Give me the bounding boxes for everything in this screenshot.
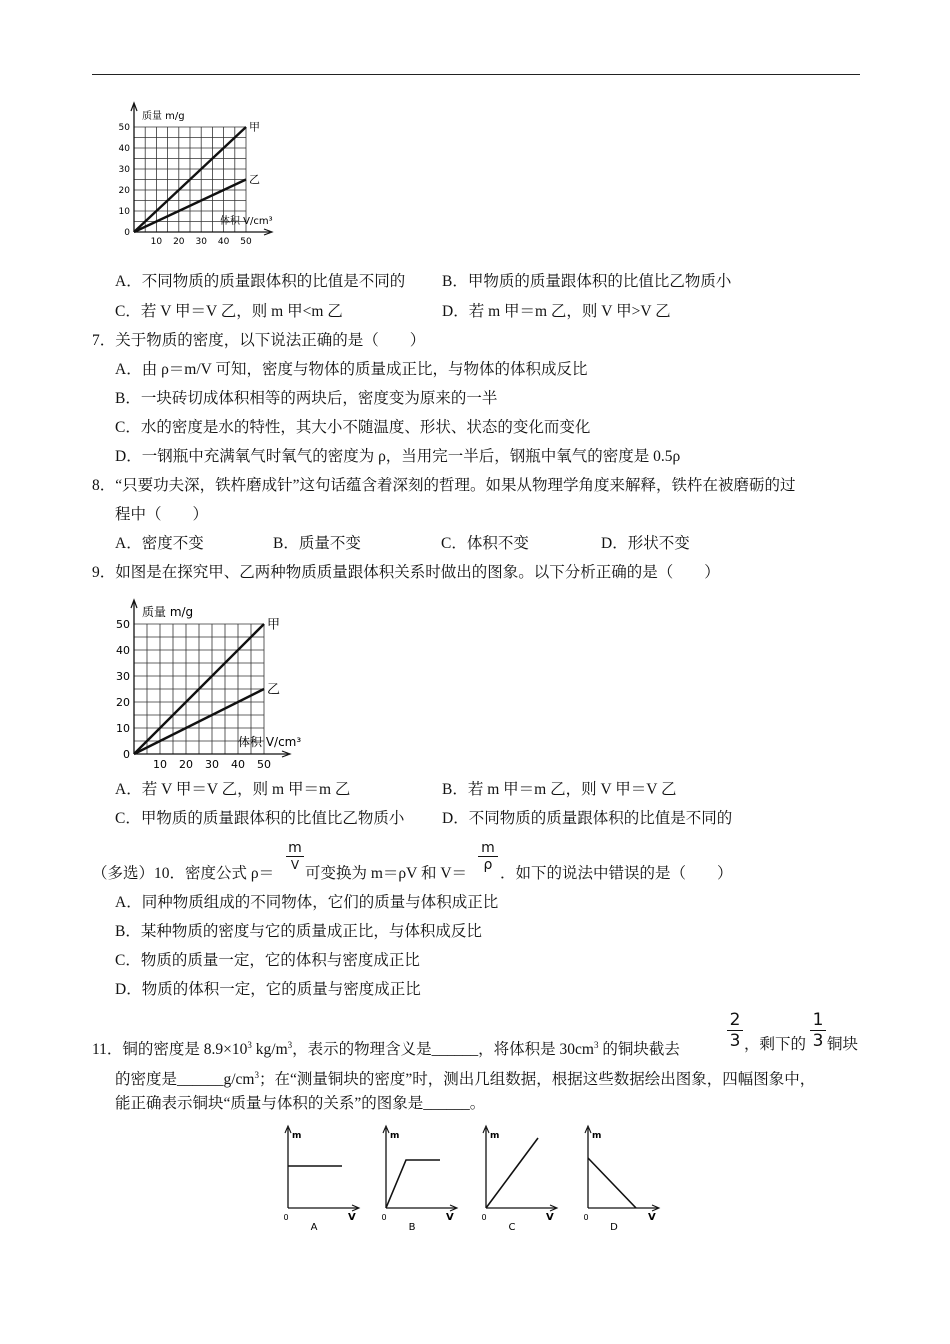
series-label: 甲 — [249, 120, 260, 134]
x-tick-label: 50 — [240, 237, 252, 247]
q11-line3: 能正确表示铜块“质量与体积的关系”的图象是______。 — [115, 1095, 486, 1112]
x-tick-label: 20 — [173, 237, 185, 247]
axis-label-m: m — [390, 1131, 400, 1141]
x-tick-label: 10 — [153, 758, 167, 770]
axis-label-v: V — [546, 1212, 554, 1223]
q11-fraction-one-third — [810, 1010, 826, 1051]
q8-option-c[interactable]: C．体积不变 — [441, 535, 529, 552]
origin-label: 0 — [583, 1213, 589, 1222]
q8-stem-line2: 程中（ ） — [115, 506, 209, 523]
q10-stem-post: ．如下的说法中错误的是（ ） — [500, 865, 733, 882]
q10-option-b[interactable]: B．某种物质的密度与它的质量成正比，与体积成反比 — [115, 923, 482, 940]
q11-frac2-denominator: 3 — [810, 1030, 826, 1051]
axis-label-v: V — [648, 1212, 656, 1223]
q10-fraction-v — [478, 840, 498, 873]
q10-option-a[interactable]: A．同种物质组成的不同物体，它们的质量与体积成正比 — [115, 894, 499, 911]
graph-curve — [486, 1138, 538, 1208]
y-tick-label: 20 — [116, 695, 130, 709]
graph-option-label: D — [610, 1222, 618, 1233]
q11-graphs — [272, 1120, 682, 1240]
graph-option-label: A — [310, 1222, 318, 1233]
q10-frac2-numerator: m — [481, 840, 495, 856]
y-tick-label: 40 — [118, 144, 130, 155]
x-tick-label: 40 — [231, 758, 245, 770]
axis-label-m: m — [490, 1131, 500, 1141]
y-tick-label: 40 — [116, 643, 130, 657]
q11-text-f: 铜块 — [827, 1036, 859, 1053]
q11-exp-b: 3 — [287, 1040, 293, 1050]
x-tick-label: 40 — [217, 237, 230, 247]
q9-option-a[interactable]: A．若 V 甲＝V 乙，则 m 甲＝m 乙 — [115, 781, 351, 798]
x-axis-label: 体积 V/cm³ — [220, 216, 273, 227]
x-axis-label: 体积 V/cm³ — [238, 735, 302, 749]
q11-exp-d: 3 — [254, 1070, 259, 1080]
q6-option-c[interactable]: C．若 V 甲＝V 乙，则 m 甲<m 乙 — [115, 303, 343, 320]
y-axis-label: 质量 m/g — [142, 111, 185, 122]
graph-curve — [386, 1160, 440, 1208]
y-tick-label: 10 — [118, 207, 130, 218]
q9-option-c[interactable]: C．甲物质的质量跟体积的比值比乙物质小 — [115, 810, 405, 827]
q11-frac2-numerator: 1 — [812, 1010, 824, 1030]
q11-exp-c: 3 — [593, 1040, 599, 1050]
graph-option-label: B — [408, 1222, 416, 1233]
x-tick-label: 30 — [205, 758, 219, 770]
q8-option-b[interactable]: B．质量不变 — [273, 535, 361, 552]
q6-mass-volume-chart — [112, 96, 327, 248]
q11-fraction-two-thirds — [727, 1010, 743, 1051]
y-tick-label: 20 — [118, 186, 130, 197]
q11-text-b: kg/m — [251, 1041, 288, 1058]
graph-option-label: C — [508, 1222, 516, 1233]
q11-text-e: ，剩下的 — [744, 1036, 807, 1053]
q10-frac1-numerator: m — [288, 840, 302, 856]
q6-option-a[interactable]: A．不同物质的质量跟体积的比值是不同的 — [115, 273, 406, 290]
origin-label: 0 — [123, 747, 130, 761]
q11-text-a: 11．铜的密度是 8.9×10 — [92, 1041, 248, 1058]
x-tick-label: 20 — [179, 758, 193, 770]
origin-label: 0 — [381, 1213, 387, 1222]
axis-label-v: V — [446, 1212, 454, 1223]
x-tick-label: 30 — [195, 237, 207, 247]
q11-exp-a: 3 — [247, 1040, 252, 1050]
q8-option-a[interactable]: A．密度不变 — [115, 535, 204, 552]
q11-graph-b — [381, 1126, 457, 1233]
q10-frac1-denominator: V — [286, 856, 304, 873]
axis-label-m: m — [592, 1131, 602, 1141]
x-tick-label: 50 — [257, 758, 271, 770]
axis-label-m: m — [292, 1131, 302, 1141]
axis-label-v: V — [348, 1212, 356, 1223]
q11-line2 — [115, 1065, 815, 1090]
q11-text-h: ；在“测量铜块的密度”时，测出几组数据，根据这些数据绘出图象，四幅图象中， — [259, 1071, 816, 1088]
q11-text-d: 的铜块截去 — [598, 1041, 680, 1058]
q7-option-d[interactable]: D．一钢瓶中充满氧气时氧气的密度为 ρ，当用完一半后，钢瓶中氧气的密度是 0.5ρ — [115, 448, 681, 465]
y-tick-label: 50 — [116, 617, 130, 631]
q10-fraction-rho — [286, 840, 304, 873]
header-rule — [92, 74, 860, 75]
x-tick-label: 10 — [150, 237, 163, 247]
q9-stem: 9．如图是在探究甲、乙两种物质质量跟体积关系时做出的图象。以下分析正确的是（ ） — [92, 564, 720, 581]
origin-label: 0 — [283, 1213, 289, 1222]
y-tick-label: 10 — [116, 721, 130, 735]
q11-line1 — [92, 1035, 680, 1060]
q7-option-c[interactable]: C．水的密度是水的特性，其大小不随温度、形状、状态的变化而变化 — [115, 419, 591, 436]
q7-option-a[interactable]: A．由 ρ＝m/V 可知，密度与物体的质量成正比，与物体的体积成反比 — [115, 361, 588, 378]
q11-text-c: ，表示的物理含义是______，将体积是 30cm — [292, 1041, 594, 1058]
q10-option-c[interactable]: C．物质的质量一定，它的体积与密度成正比 — [115, 952, 420, 969]
q11-graph-d — [583, 1126, 659, 1233]
q9-mass-volume-chart — [112, 590, 342, 770]
q11-frac1-denominator: 3 — [727, 1030, 743, 1051]
q8-stem-line1: 8．“只要功夫深，铁杵磨成针”这句话蕴含着深刻的哲理。如果从物理学角度来解释，铁杵在被磨砺的过 — [92, 477, 796, 494]
q6-option-d[interactable]: D．若 m 甲＝m 乙，则 V 甲>V 乙 — [442, 303, 671, 320]
y-tick-label: 30 — [118, 165, 130, 176]
graph-curve — [588, 1158, 636, 1208]
origin-label: 0 — [124, 228, 130, 239]
q7-option-b[interactable]: B．一块砖切成体积相等的两块后，密度变为原来的一半 — [115, 390, 498, 407]
series-label: 甲 — [267, 617, 281, 633]
q11-graph-c — [481, 1126, 557, 1233]
y-tick-label: 30 — [116, 669, 130, 683]
q9-option-d[interactable]: D．不同物质的质量跟体积的比值是不同的 — [442, 810, 733, 827]
q7-stem: 7．关于物质的密度，以下说法正确的是（ ） — [92, 332, 426, 349]
q10-option-d[interactable]: D．物质的体积一定，它的质量与密度成正比 — [115, 981, 421, 998]
q8-option-d[interactable]: D．形状不变 — [601, 535, 690, 552]
q11-text-g: 的密度是______g/cm — [115, 1071, 255, 1088]
q10-frac2-denominator: ρ — [478, 856, 498, 873]
q6-option-b[interactable]: B．甲物质的质量跟体积的比值比乙物质小 — [442, 273, 732, 290]
origin-label: 0 — [481, 1213, 487, 1222]
q10-stem-pre: （多选）10．密度公式 ρ＝ — [92, 865, 275, 882]
series-label: 乙 — [249, 173, 260, 187]
q11-frac1-numerator: 2 — [729, 1010, 741, 1030]
series-label: 乙 — [267, 682, 281, 698]
y-tick-label: 50 — [118, 123, 130, 134]
q11-graph-a — [283, 1126, 359, 1233]
q10-stem-mid: 可变换为 m＝ρV 和 V＝ — [305, 865, 468, 882]
y-axis-label: 质量 m/g — [142, 605, 194, 619]
q9-option-b[interactable]: B．若 m 甲＝m 乙，则 V 甲＝V 乙 — [442, 781, 677, 798]
